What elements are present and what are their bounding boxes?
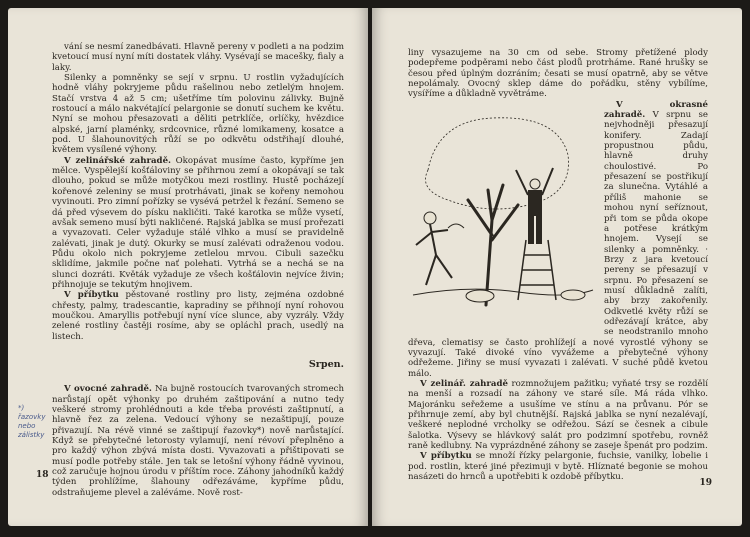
paragraph-p5: V ovocné zahradě. Na bujně rostoucích tvarovaných stromech narůstají opět výhonky po druhém zaštipování a nutno tedy veškeré stromy prohlédnouti a kde třeba provésti zaštipnutí, a hlavně řez za zelena. Vedoucí výhony se nezaštipují, pouze přivazují. Na révě vinné se zaštipují řazovky*) nově narůstající. Když se přebytečné letorosty vylamují, není révoví přeplněno a pro každý výhon zbývá místa dosti. Vyvazovati a přištipovati se musí podle potřeby stále. Jen tak se letošní výhony řádně vyvinou, což zaručuje hojnou úrodu v příštím roce. Záhony jahodníků každý týden prohlížíme, šlahouny odřezáváme, kypříme půdu, odstraňujeme plevel a zaléváme. Nově rost-	[52, 384, 344, 498]
margin-note-line: nebo	[18, 422, 36, 430]
margin-note-line: řazovky	[18, 413, 46, 421]
paragraph-p2: Silenky a pomněnky se sejí v srpnu. U rostlin vyžadujících hodně vláhy pokryjeme půdu rašelinou nebo zetlelým hnojem. Stačí vrstva 4 až 5 cm; ušetříme tím polovinu zálivky. Bujně rostoucí a málo nakvétající pelargonie se donutí suchem ke květu. Nyní se mohou přesazovati a děliti petrklíče, orlíčky, hvězdice alpské, jarní plaménky, srdcovnice, různé lomikameny, kosatce a pod. U šlahounovitých růží se po odkvětu odstřihají dlouhé, květem vysílené výhony.	[52, 73, 344, 156]
illustration-garden-fruit-harvest	[408, 100, 598, 330]
paragraph-r1: liny vysazujeme na 30 cm od sebe. Stromy přetížené plody podepřeme podpěrami nebo část plodů protrháme. Rané hrušky se česou před úplným dozráním; česati se musí opatrně, aby se větve nepolámaly. Ovocný sklep dáme do pořádku, stěny vybílíme, vysíříme a důkladně vyvětráme.	[408, 48, 708, 100]
paragraph-p1: vání se nesmí zanedbávati. Hlavně pereny v podleti a na podzim kvetoucí musí nyní míti dostatek vláhy. Vysévají se macešky, fialy a laky.	[52, 42, 344, 73]
paragraph-r4: V příbytku se množí řízky pelargonie, fuchsie, vanilky, lobelie i pod. rostlin, které jiné přezimuji v bytě. Hlíznaté begonie se mohou nasázeti do hrnců a upotřebiti k ozdobě příbytku.	[408, 451, 708, 483]
left-page	[8, 8, 368, 526]
page-number-left: 18	[36, 470, 49, 480]
right-page	[372, 8, 742, 526]
paragraph-p4: V příbytku pěstované rostliny pro listy, zejména ozdobné chřesty, palmy, tradescantie, kapradiny se přihnojí nyní rohovou moučkou. Amaryllis potřebují nyní více slunce, aby vyzrály. Vždy zelené rostliny častěji rosíme, aby se opláchl prach, usedlý na listech.	[52, 290, 344, 342]
left-text-column	[52, 42, 344, 498]
paragraph-r3: V zelinář. zahradě rozmnožujem pažitku; vyňaté trsy se rozdělí na menší a rozsadí na záhony ve staré síle. Má ráda vlhko. Majoránku seřežeme a usušíme ve stínu a na průvanu. Pór se přihrnuje zemí, aby byl chutnější. Rajská jablka se nyní nezalévají, veškeré neplodné vrcholky se odřežou. Sází se česnek a cibule šalotka. Výsevy se hlávkový salát pro podzimní spotřebu, rovněž raně kedlubny. Na vyprázdněné záhony se zaseje špenát pro podzim.	[408, 379, 708, 452]
margin-note-line: *)	[18, 404, 25, 412]
paragraph-r2: V okrasné zahradě. V srpnu se nejvhodněji přesazují konifery. Zadají propustnou půdu, hlavně druhy choulostivé. Po přesazení se postřikují za slunečna. Vytáhlé a příliš mahonie se mohou nyní seříznout, při tom se půda okope a potřese krátkým hnojem. Vysejí se silenky a pomněnky. · Brzy z jara kvetoucí pereny se přesazují v srpnu. Po přesazení se musí důkladně zalíti, aby brzy zakořenily. Odkvetlé květy růží se odřezávají krátce, aby se neodstranilo mnoho dřeva, clematisy se často prohlížejí a nové vyrostlé výhony se vyvazují. Také divoké víno vyvážeme a přebytečné výhony odřežeme. Jiřiny se musí vyvazati i zalévati. V suché půdě kvetou málo.	[408, 99, 708, 379]
handwritten-margin-note	[18, 404, 58, 440]
margin-note-line: zálistky	[18, 431, 45, 439]
page-number-right: 19	[699, 478, 712, 488]
section-heading-srpen: Srpen.	[308, 358, 344, 370]
paragraph-p3: V zelinářské zahradě. Okopávat musíme často, kypříme jen mělce. Vyspělejší košťáloviny se přihrnou zemí a okopávají se tak dlouho, pokud se může motyčkou mezi rostliny. Hustě pocházejí kořenové zeleniny se musí protrhávati, jinak se kořeny nemohou vyvinouti. Pro zimní pořízky se vysévá petržel k řezání. Semeno se dá před výsevem do písku nakličiti. Také karotka se může vysetí, avšak semeno musí býti nakličené. Rajská jablka se musí prořezati a vyvazovati. Celer vyžaduje stálé vlhko a musí se pravidelně zalévati, jinak je dutý. Okurky se musí zalévati odraženou vodou. Půdu okolo nich pokryjeme zetlelou mrvou. Cibuli sazečku sklidíme, jakmile počne nať polehati. Vytrhá se a nechá se na slunci dozráti. Květák vyžaduje ze všech košťálovin nejvíce živin; přihnojuje se tekutým hnojivem.	[52, 155, 344, 290]
